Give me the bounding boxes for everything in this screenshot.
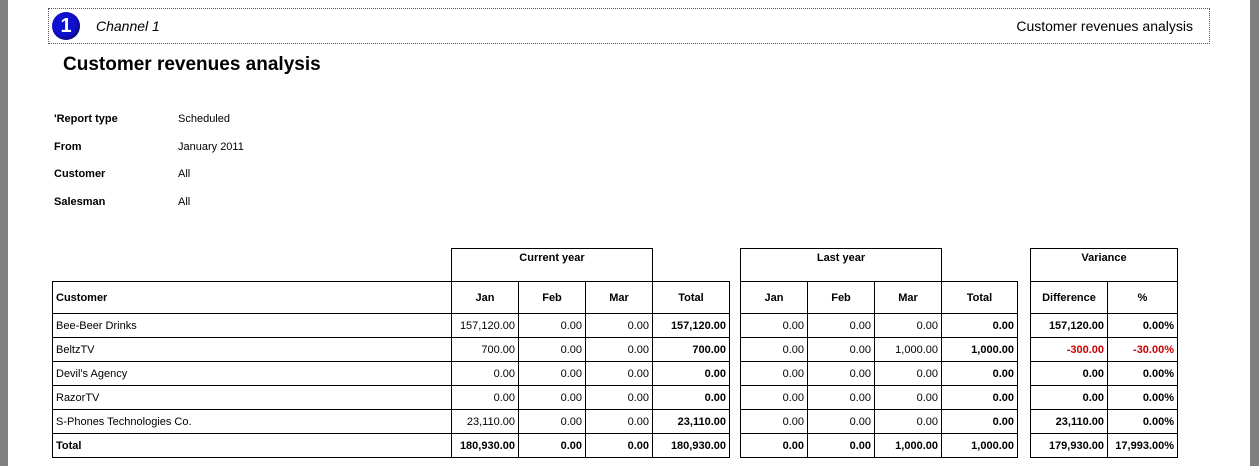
channel-name: Channel 1 [96, 18, 160, 34]
table-row [1031, 362, 1178, 386]
difference-cell: 0.00 [1031, 362, 1108, 386]
total-row [53, 434, 730, 458]
total-current-mar-cell: 0.00 [586, 434, 653, 458]
last-jan-cell: 0.00 [741, 410, 808, 434]
param-label: Customer [54, 168, 106, 181]
customer-cell: BeltzTV [53, 338, 452, 362]
column-header-feb: Feb [808, 282, 875, 314]
param-value: All [178, 196, 191, 209]
last-year-table [740, 248, 1018, 458]
last-feb-cell: 0.00 [808, 338, 875, 362]
report-header [48, 8, 1210, 44]
current-jan-cell: 23,110.00 [452, 410, 519, 434]
last-jan-cell: 0.00 [741, 386, 808, 410]
column-header-mar: Mar [586, 282, 653, 314]
total-difference-cell: 179,930.00 [1031, 434, 1108, 458]
last-feb-cell: 0.00 [808, 314, 875, 338]
current-mar-cell: 0.00 [586, 338, 653, 362]
column-header-jan: Jan [452, 282, 519, 314]
total-current-feb-cell: 0.00 [519, 434, 586, 458]
current-feb-cell: 0.00 [519, 338, 586, 362]
column-header-jan: Jan [741, 282, 808, 314]
difference-cell: -300.00 [1031, 338, 1108, 362]
table-row [53, 386, 730, 410]
table-row [741, 314, 1018, 338]
table-row [1031, 338, 1178, 362]
customer-cell: S-Phones Technologies Co. [53, 410, 452, 434]
total-last-jan-cell: 0.00 [741, 434, 808, 458]
current-total-cell: 23,110.00 [653, 410, 730, 434]
customer-cell: Devil's Agency [53, 362, 452, 386]
column-header-total: Total [942, 282, 1018, 314]
column-header-total: Total [653, 282, 730, 314]
percent-cell: -30.00% [1108, 338, 1178, 362]
total-current-total-cell: 180,930.00 [653, 434, 730, 458]
current-jan-cell: 157,120.00 [452, 314, 519, 338]
column-header-mar: Mar [875, 282, 942, 314]
customer-cell: Bee-Beer Drinks [53, 314, 452, 338]
current-year-table [52, 248, 730, 458]
table-row [741, 386, 1018, 410]
last-feb-cell: 0.00 [808, 362, 875, 386]
current-jan-cell: 0.00 [452, 386, 519, 410]
table-row [1031, 314, 1178, 338]
percent-cell: 0.00% [1108, 386, 1178, 410]
report-page [8, 0, 1250, 466]
current-feb-cell: 0.00 [519, 314, 586, 338]
column-header-difference: Difference [1031, 282, 1108, 314]
difference-cell: 0.00 [1031, 386, 1108, 410]
current-mar-cell: 0.00 [586, 314, 653, 338]
group-header-current-year: Current year [452, 249, 653, 282]
param-label: Salesman [54, 196, 106, 209]
current-mar-cell: 0.00 [586, 410, 653, 434]
current-mar-cell: 0.00 [586, 386, 653, 410]
current-feb-cell: 0.00 [519, 386, 586, 410]
total-row [741, 434, 1018, 458]
customer-cell: RazorTV [53, 386, 452, 410]
last-mar-cell: 1,000.00 [875, 338, 942, 362]
last-total-cell: 1,000.00 [942, 338, 1018, 362]
group-header-last-year: Last year [741, 249, 942, 282]
last-total-cell: 0.00 [942, 386, 1018, 410]
table-row [53, 362, 730, 386]
param-label: From [54, 140, 82, 153]
variance-table [1030, 248, 1178, 458]
last-mar-cell: 0.00 [875, 410, 942, 434]
column-header-feb: Feb [519, 282, 586, 314]
current-total-cell: 700.00 [653, 338, 730, 362]
param-value: All [178, 168, 191, 181]
header-report-title: Customer revenues analysis [1016, 18, 1193, 34]
param-value: Scheduled [178, 113, 230, 125]
current-total-cell: 0.00 [653, 362, 730, 386]
total-last-mar-cell: 1,000.00 [875, 434, 942, 458]
table-row [53, 410, 730, 434]
table-row [1031, 386, 1178, 410]
current-total-cell: 0.00 [653, 386, 730, 410]
last-total-cell: 0.00 [942, 314, 1018, 338]
percent-cell: 0.00% [1108, 314, 1178, 338]
table-row [741, 362, 1018, 386]
total-last-total-cell: 1,000.00 [942, 434, 1018, 458]
total-row [1031, 434, 1178, 458]
table-row [741, 338, 1018, 362]
percent-cell: 0.00% [1108, 362, 1178, 386]
current-mar-cell: 0.00 [586, 362, 653, 386]
table-row [53, 338, 730, 362]
last-jan-cell: 0.00 [741, 338, 808, 362]
current-feb-cell: 0.00 [519, 410, 586, 434]
last-mar-cell: 0.00 [875, 314, 942, 338]
last-mar-cell: 0.00 [875, 362, 942, 386]
last-mar-cell: 0.00 [875, 386, 942, 410]
channel-number-badge: 1 [52, 12, 80, 40]
column-header-customer: Customer [53, 282, 452, 314]
current-jan-cell: 700.00 [452, 338, 519, 362]
table-row [741, 410, 1018, 434]
last-jan-cell: 0.00 [741, 362, 808, 386]
total-label-cell: Total [53, 434, 452, 458]
total-current-jan-cell: 180,930.00 [452, 434, 519, 458]
last-jan-cell: 0.00 [741, 314, 808, 338]
difference-cell: 23,110.00 [1031, 410, 1108, 434]
param-value: January 2011 [178, 140, 244, 153]
last-feb-cell: 0.00 [808, 386, 875, 410]
last-total-cell: 0.00 [942, 362, 1018, 386]
current-jan-cell: 0.00 [452, 362, 519, 386]
last-feb-cell: 0.00 [808, 410, 875, 434]
percent-cell: 0.00% [1108, 410, 1178, 434]
current-feb-cell: 0.00 [519, 362, 586, 386]
current-total-cell: 157,120.00 [653, 314, 730, 338]
total-last-feb-cell: 0.00 [808, 434, 875, 458]
table-row [53, 314, 730, 338]
last-total-cell: 0.00 [942, 410, 1018, 434]
difference-cell: 157,120.00 [1031, 314, 1108, 338]
param-label: 'Report type [54, 113, 118, 125]
group-header-variance: Variance [1031, 249, 1178, 282]
table-row [1031, 410, 1178, 434]
total-percent-cell: 17,993.00% [1108, 434, 1178, 458]
report-title: Customer revenues analysis [63, 54, 321, 75]
column-header-percent: % [1108, 282, 1178, 314]
